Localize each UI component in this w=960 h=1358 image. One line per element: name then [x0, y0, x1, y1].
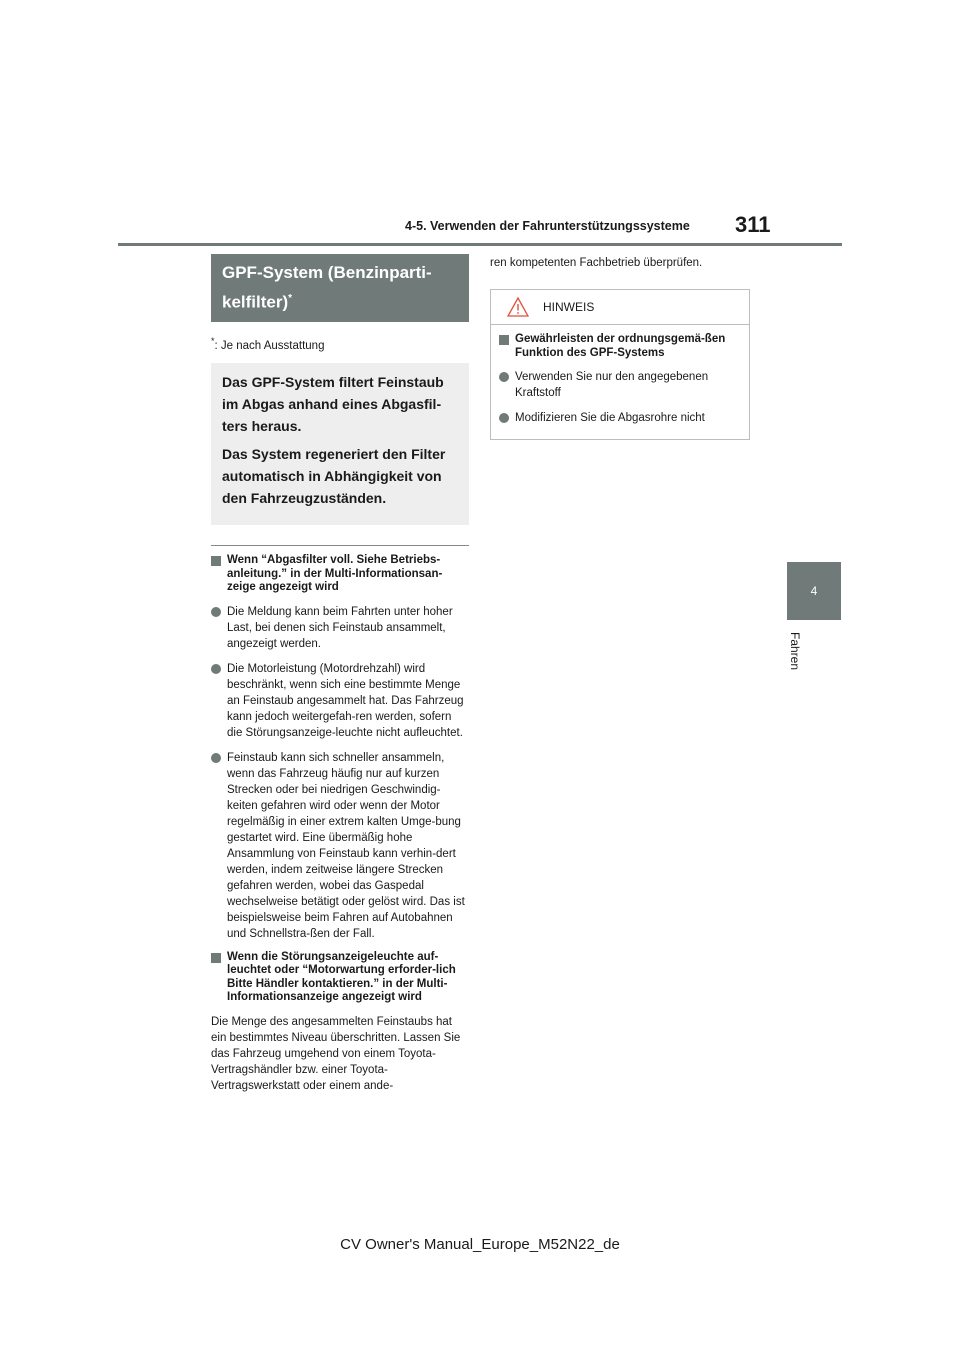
intro-paragraph: Das GPF-System filtert Feinstaub im Abgas anhand eines Abgasfil-ters heraus.	[222, 374, 444, 435]
section-title-box	[211, 254, 469, 322]
square-bullet-icon	[211, 556, 221, 566]
section-title: GPF-System (Benzinparti-kelfilter)	[222, 263, 432, 312]
notice-header	[491, 290, 749, 325]
page-number: 311	[735, 212, 771, 237]
subheading	[211, 951, 469, 1005]
section-header: 4-5. Verwenden der Fahrunterstützungssysteme	[405, 219, 690, 233]
intro-paragraph: Das System regeneriert den Filter automatisch in Abhängigkeit von den Fahrzeugzuständen.	[222, 446, 446, 507]
subheading-text: Wenn “Abgasfilter voll. Siehe Betriebs-anleitung.” in der Multi-Informationsan-zeige angezeigt wird	[227, 554, 443, 594]
bullet-text: Die Meldung kann beim Fahrten unter hoher Last, bei denen sich Feinstaub ansammelt, angezeigt werden.	[227, 605, 453, 650]
dot-bullet-icon	[211, 607, 221, 617]
dot-bullet-icon	[499, 413, 509, 423]
left-column	[211, 254, 469, 1094]
subheading	[211, 554, 469, 595]
chapter-label: Fahren	[788, 632, 802, 671]
chapter-tab	[787, 562, 841, 620]
subheading-text: Wenn die Störungsanzeigeleuchte auf-leuchtet oder “Motorwartung erforder-lich Bitte Händler kontaktieren.” in der Multi-Informationsanzeige angezeigt wird	[227, 950, 456, 1004]
bullet-text: Die Motorleistung (Motordrehzahl) wird beschränkt, wenn sich eine bestimmte Menge an Feinstaub angesammelt hat. Das Fahrzeug kann jedoch weitergefah-ren werden, sofern die Störungsanzeige-leuchte nicht aufleuchtet.	[227, 662, 464, 739]
bullet-item	[211, 604, 469, 652]
bullet-text: Feinstaub kann sich schneller ansammeln, wenn das Fahrzeug häufig nur auf kurzen Strecken oder bei niedrigen Geschwindig-keiten gefahren wird oder wenn der Motor regelmäßig in einer extrem kalten Umge-bung gestartet wird. Eine übermäßig hohe Ansammlung von Feinstaub kann verhin-dert werden, indem zeitweise längere Strecken gefahren werden, wobei das Gaspedal wechselweise betätigt oder gelöst wird. Das ist beispielsweise beim Fahren auf Autobahnen und Schnellstra-ßen der Fall.	[227, 751, 465, 940]
notice-item	[499, 369, 741, 401]
intro-box	[211, 363, 469, 525]
divider	[211, 545, 469, 546]
continuation-paragraph: ren kompetenten Fachbetrieb überprüfen.	[490, 257, 703, 269]
notice-item-text: Verwenden Sie nur den angegebenen Kraftstoff	[515, 371, 709, 399]
notice-box	[490, 289, 750, 440]
footnote-mark: *	[211, 335, 215, 346]
footnote	[211, 336, 469, 352]
body-paragraph: Die Menge des angesammelten Feinstaubs hat ein bestimmtes Niveau überschritten. Lassen Sie das Fahrzeug umgehend von einem Toyota-Vertragshändler bzw. einer Toyota-Vertragswerkstatt oder einem ande-	[211, 1015, 461, 1092]
right-column	[490, 254, 750, 440]
chapter-number: 4	[810, 584, 818, 598]
bullet-item	[211, 661, 469, 741]
title-asterisk: *	[288, 293, 293, 304]
bullet-item	[211, 750, 469, 942]
footnote-text: : Je nach Ausstattung	[214, 339, 325, 352]
footer-text: CV Owner's Manual_Europe_M52N22_de	[340, 1236, 620, 1253]
square-bullet-icon	[499, 335, 509, 345]
warning-triangle-icon	[507, 297, 529, 317]
notice-heading-text: Gewährleisten der ordnungsgemä-ßen Funktion des GPF-Systems	[515, 333, 726, 359]
notice-heading	[499, 333, 741, 360]
notice-item	[499, 410, 741, 426]
notice-item-text: Modifizieren Sie die Abgasrohre nicht	[515, 412, 705, 424]
dot-bullet-icon	[211, 664, 221, 674]
dot-bullet-icon	[499, 372, 509, 382]
dot-bullet-icon	[211, 753, 221, 763]
notice-label: HINWEIS	[543, 300, 595, 314]
header-rule	[118, 243, 842, 246]
square-bullet-icon	[211, 953, 221, 963]
notice-body	[491, 325, 749, 439]
